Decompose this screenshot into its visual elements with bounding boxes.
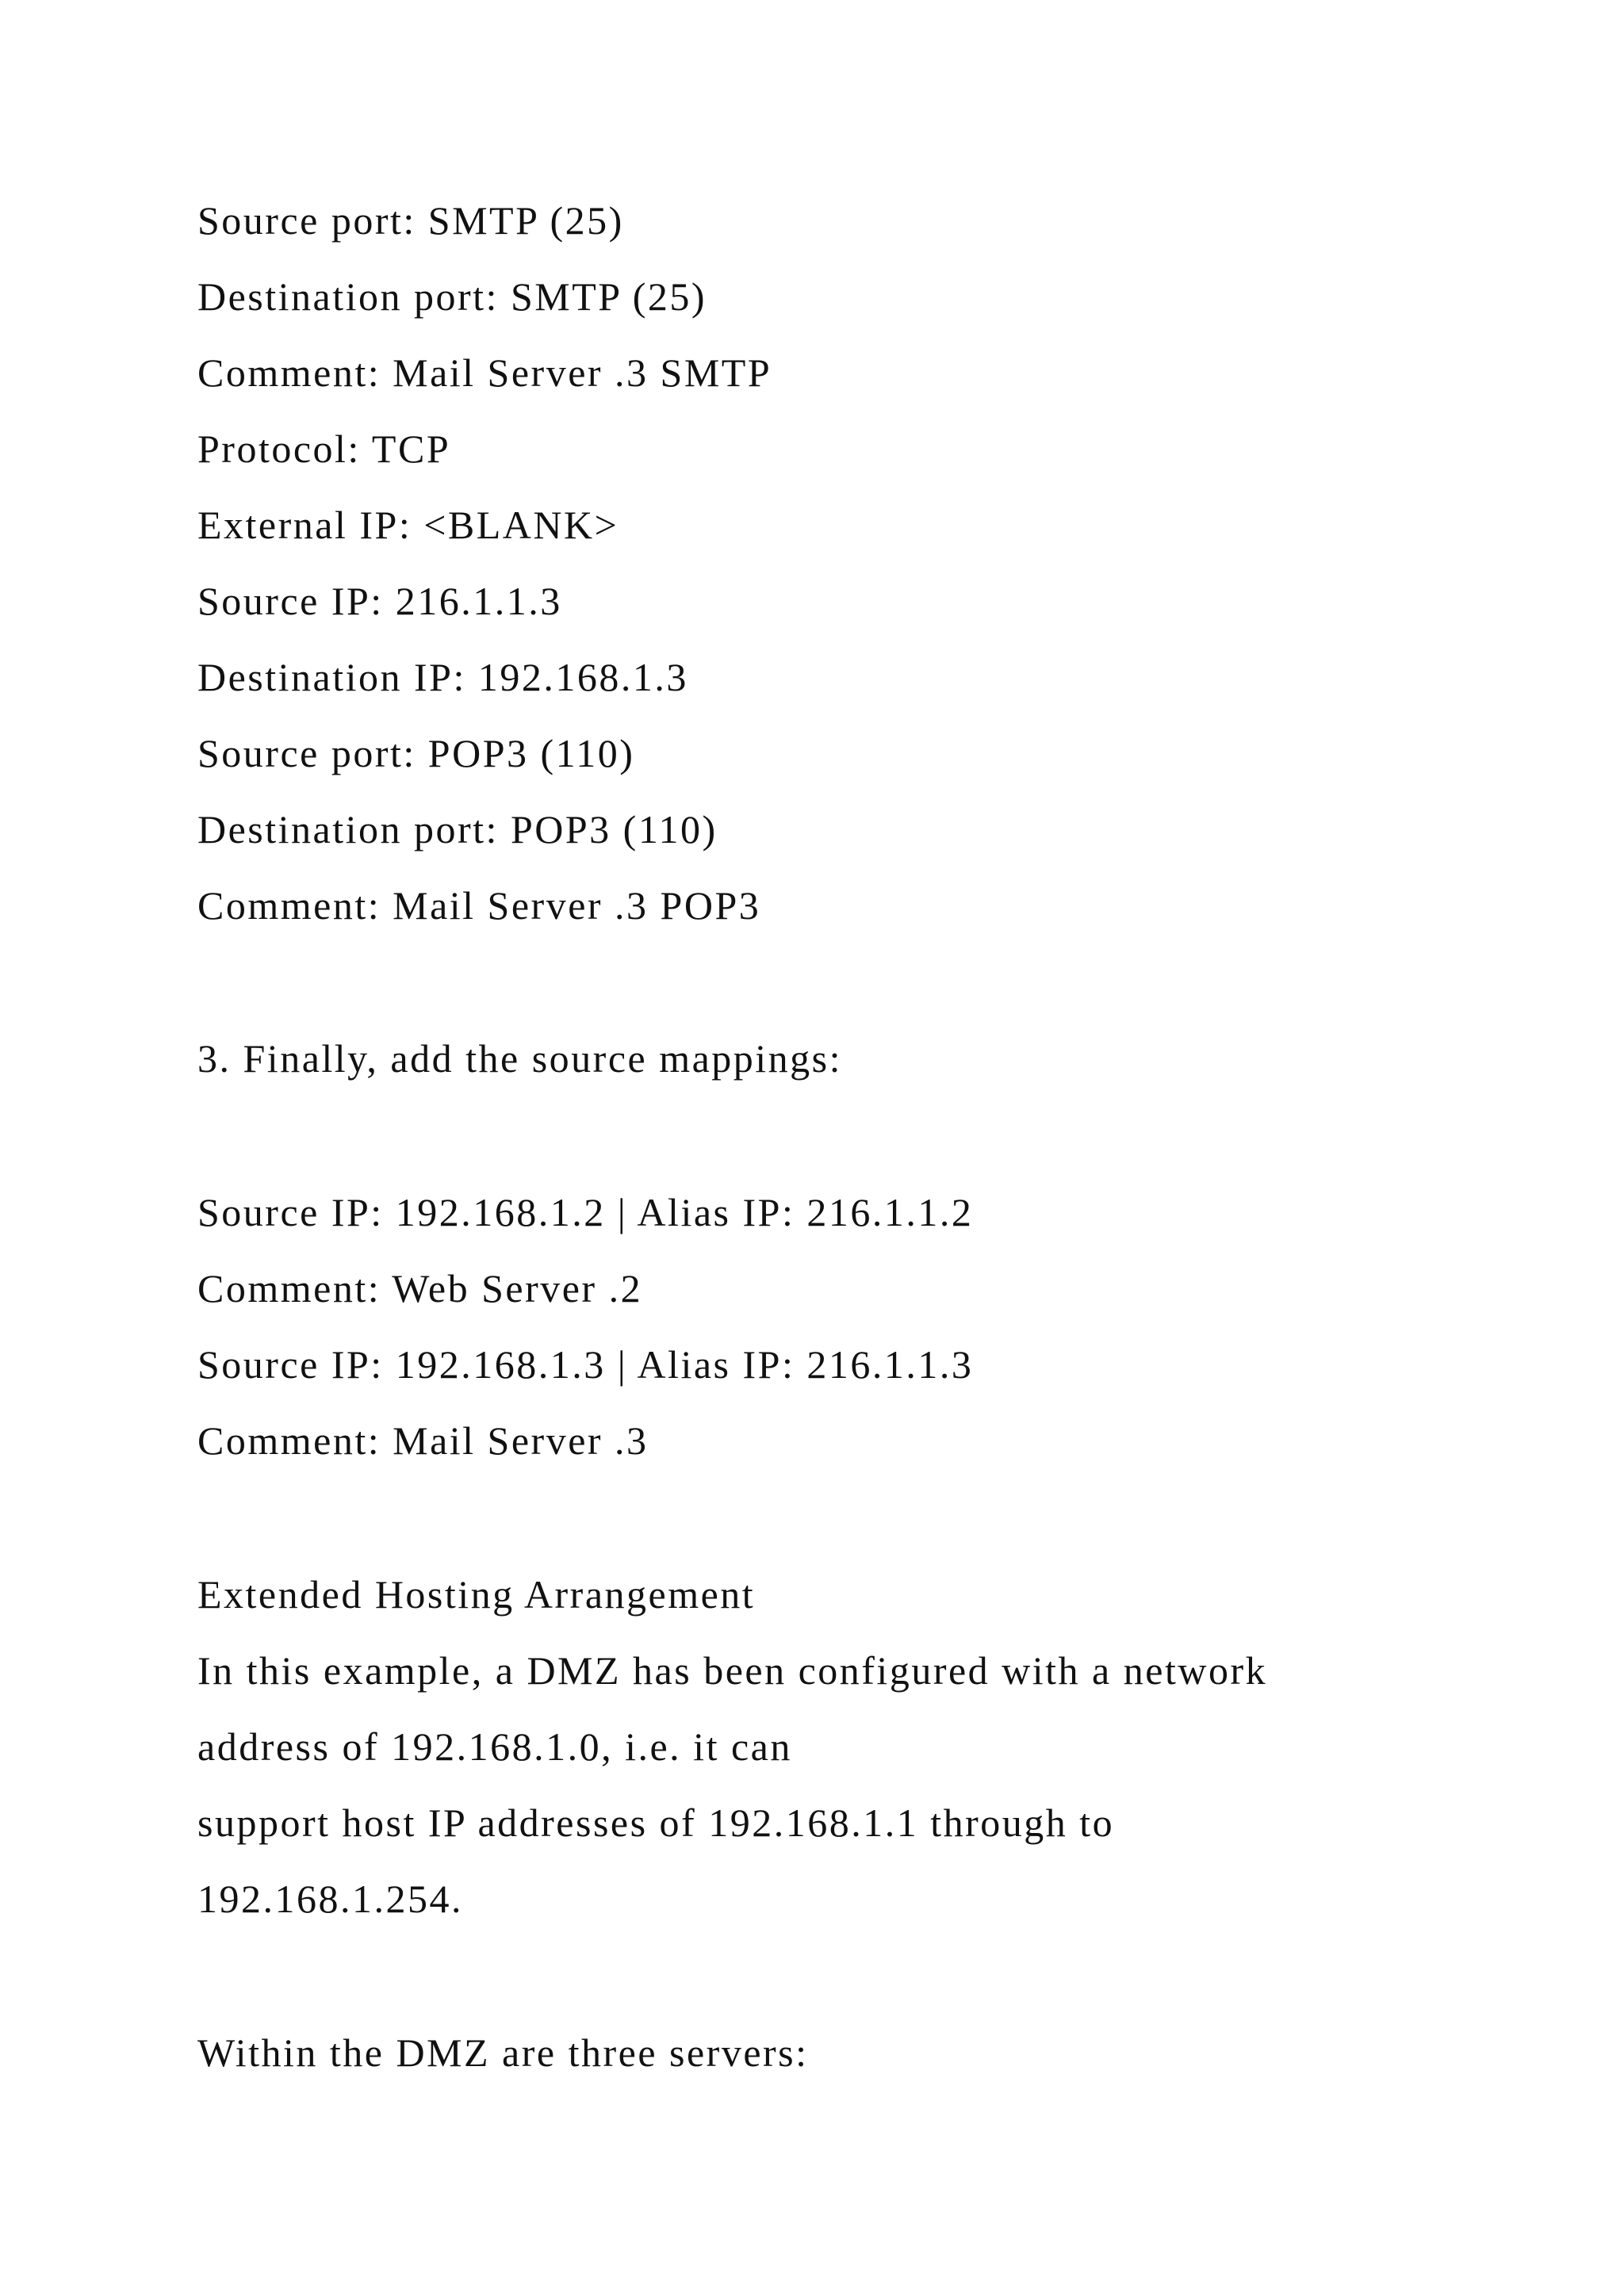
closing-line: Within the DMZ are three servers: — [197, 2030, 809, 2075]
text-line: Comment: Mail Server .3 SMTP — [197, 350, 772, 395]
text-line: Destination port: POP3 (110) — [197, 807, 718, 851]
text-line: Destination IP: 192.168.1.3 — [197, 655, 688, 699]
text-line: Destination port: SMTP (25) — [197, 274, 707, 319]
text-line: Comment: Mail Server .3 POP3 — [197, 883, 761, 928]
step-heading: 3. Finally, add the source mappings: — [197, 1036, 843, 1081]
text-line: Protocol: TCP — [197, 427, 451, 471]
paragraph-line: address of 192.168.1.0, i.e. it can — [197, 1724, 792, 1769]
text-line: External IP: <BLANK> — [197, 503, 619, 547]
paragraph-line: support host IP addresses of 192.168.1.1 through to — [197, 1800, 1115, 1845]
mapping-line: Source IP: 192.168.1.2 | Alias IP: 216.1.1.2 — [197, 1190, 974, 1234]
text-line: Source port: POP3 (110) — [197, 731, 635, 775]
section-title: Extended Hosting Arrangement — [197, 1572, 756, 1617]
paragraph-line: 192.168.1.254. — [197, 1877, 463, 1921]
mapping-line: Source IP: 192.168.1.3 | Alias IP: 216.1.1.3 — [197, 1342, 974, 1387]
mapping-line: Comment: Mail Server .3 — [197, 1418, 649, 1463]
paragraph-line: In this example, a DMZ has been configured with a network — [197, 1648, 1268, 1693]
text-line: Source port: SMTP (25) — [197, 198, 624, 243]
mapping-line: Comment: Web Server .2 — [197, 1266, 643, 1311]
text-line: Source IP: 216.1.1.3 — [197, 579, 562, 623]
